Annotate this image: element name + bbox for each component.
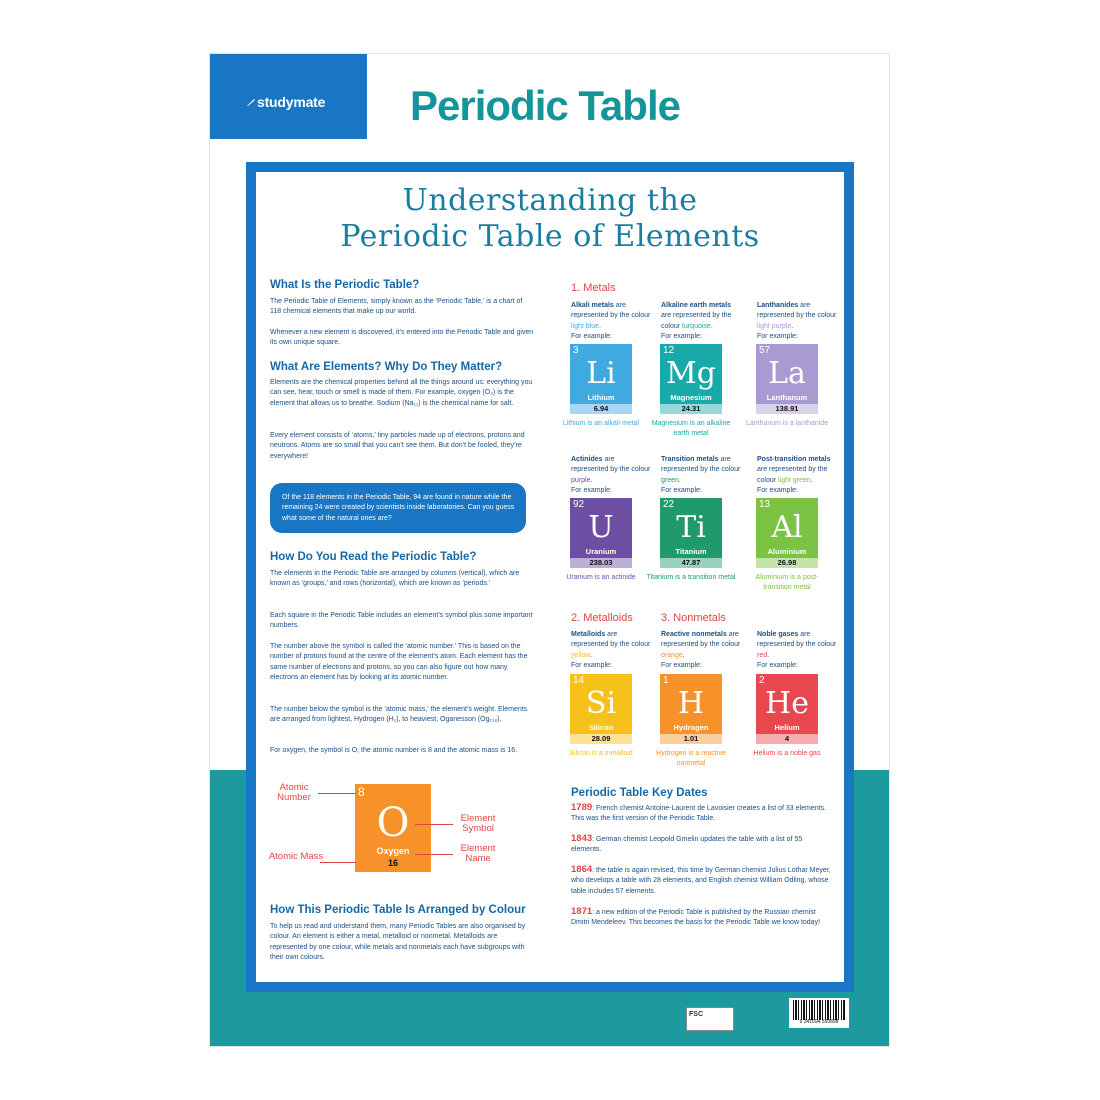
atomic-mass: 47.87 [660, 558, 722, 568]
element-name: Hydrogen [673, 723, 709, 732]
element-symbol: U [588, 510, 614, 545]
label-element-symbol: Element Symbol [460, 813, 496, 834]
atomic-mass: 238.03 [570, 558, 632, 568]
element-tile-ti [660, 498, 722, 568]
atomic-mass: 16 [387, 858, 398, 868]
atomic-mass: 4 [756, 734, 818, 744]
element-tile-si [570, 674, 632, 744]
paragraph: For oxygen, the symbol is O, the atomic number is 8 and the atomic mass is 16. [270, 747, 518, 754]
atomic-number: 22 [663, 499, 675, 510]
group-description: Post-transition metals are represented by the colour light green. For example: [757, 456, 831, 495]
section-title-colour: How This Periodic Table Is Arranged by Colour [270, 904, 526, 916]
arrow [320, 862, 356, 863]
group-description: Noble gases are represented by the colour red. For example: [757, 631, 837, 670]
atomic-number: 57 [759, 345, 771, 356]
group-description: Reactive nonmetals are represented by the colour orange. For example: [661, 631, 741, 670]
group-description: Actinides are represented by the colour purple. For example: [571, 456, 651, 495]
key-date-item [571, 803, 833, 825]
callout-text: Of the 118 elements in the Periodic Table, 94 are found in nature while the remaining 24 were created by scientists inside laboratories. Can you guess what some of the natural ones are? [282, 494, 515, 522]
element-symbol: La [768, 356, 806, 391]
key-date-text: : the table is again revised, this time by German chemist Julius Lothar Meyer, who develops a table with 28 elements, and English chemist William Odling, whose table includes 57 elements. [571, 867, 831, 895]
element-tile-la [756, 344, 818, 414]
paragraph: Each square in the Periodic Table includes an element’s symbol plus some important numbers. [270, 612, 533, 630]
key-date-year: 1843 [571, 833, 593, 844]
fact-callout [270, 483, 526, 533]
key-date-item [571, 865, 833, 897]
key-date-year: 1871 [571, 906, 593, 917]
element-tile-mg [660, 344, 722, 414]
key-date-text: : French chemist Antoine-Laurent de Lavoisier creates a list of 33 elements. This was the first version of the Periodic Table. [571, 805, 826, 823]
atomic-number: 13 [759, 499, 771, 510]
key-date-item [571, 907, 833, 929]
arrow [415, 854, 453, 855]
heading-line-1: Understanding the [402, 183, 698, 218]
atomic-mass: 28.09 [570, 734, 632, 744]
atomic-number: 14 [573, 675, 585, 686]
group-description: Alkaline earth metals are represented by the colour turquoise. For example: [661, 302, 732, 341]
element-name: Oxygen [376, 846, 410, 856]
atomic-mass: 24.31 [660, 404, 722, 414]
element-name: Lanthanum [766, 393, 808, 402]
element-name: Silicon [588, 723, 614, 732]
arrow [415, 824, 453, 825]
group-note: Magnesium is an alkaline earth metal [651, 420, 731, 438]
paragraph: The number above the symbol is called the ‘atomic number.’ This is based on the number of protons found at the centre of the element’s atom. Each element has the same number of electrons and protons, so you can also figure out how many electrons an element has by looking at its atomic number. [270, 643, 528, 682]
atomic-mass: 6.94 [570, 404, 632, 414]
brand-name: studymate [257, 94, 326, 110]
arrow [318, 793, 356, 794]
group-note: Lanthanum is a lanthanide [745, 420, 829, 427]
element-tile-u [570, 498, 632, 568]
atomic-number: 2 [759, 675, 765, 686]
section-metals: 1. Metals [571, 282, 616, 294]
atomic-number: 1 [663, 675, 669, 686]
element-tile-al [756, 498, 818, 568]
key-date-year: 1864 [571, 864, 593, 875]
element-symbol: Li [586, 356, 616, 391]
element-symbol: H [677, 686, 705, 721]
element-symbol: He [765, 686, 809, 721]
paragraph: Elements are the chemical properties behind all the things around us: everything you can see, hear, touch or smell is made of them. For example, oxygen (O₂) is the element that allows us to breathe. Sodium (Na₁₁) is the chemical name for salt. [270, 379, 533, 407]
paragraph: To help us read and understand them, many Periodic Tables are also organised by colour. An element is either a metal, metalloid or nonmetal. Metalloids are represented by one colour, while metals and nonmetals each have subgroups with their own colours. [270, 923, 526, 962]
heading-line-2: Periodic Table of Elements [340, 219, 760, 254]
paragraph: The Periodic Table of Elements, simply known as the ‘Periodic Table,’ is a chart of 118 chemical elements that make up our world. [270, 298, 523, 316]
group-note: Silicon is a metalloid [569, 750, 633, 757]
oxygen-tile [355, 784, 431, 872]
element-name: Helium [774, 723, 800, 732]
group-note: Hydrogen is a reactive nonmetal [656, 750, 726, 768]
pen-icon [246, 97, 256, 107]
paragraph: Every element consists of ‘atoms,’ tiny particles made up of electrons, protons and neutrons. Atoms are so small that you can’t see them. But don’t be fooled, they’re everywhere! [270, 432, 525, 460]
element-name: Magnesium [670, 393, 712, 402]
key-date-year: 1789 [571, 802, 593, 813]
group-description: Alkali metals are represented by the colour light blue. For example: [571, 302, 651, 341]
paragraph: Whenever a new element is discovered, it’s entered into the Periodic Table and given its own unique square. [270, 329, 534, 347]
barcode-digits: 9 341694 550898 [799, 1019, 839, 1025]
label-atomic-number: Atomic Number [277, 782, 311, 803]
key-date-text: : German chemist Leopold Gmelin updates the table with a list of 55 elements. [571, 836, 803, 854]
element-tile-he [756, 674, 818, 744]
group-note: Helium is a noble gas [753, 750, 821, 757]
atomic-number: 3 [573, 345, 579, 356]
label-atomic-mass: Atomic Mass [268, 851, 324, 862]
atomic-mass: 138.91 [756, 404, 818, 414]
key-dates-title: Periodic Table Key Dates [571, 787, 708, 799]
element-name: Aluminium [767, 547, 807, 556]
key-date-text: : a new edition of the Periodic Table is published by the Russian chemist Dmitri Mendeleev. This becomes the basis for the Periodic Table we know today! [571, 909, 821, 927]
brand-logo [246, 94, 325, 110]
group-note: Aluminium is a post-transition metal [755, 574, 819, 592]
element-symbol: Mg [666, 356, 716, 391]
group-description: Transition metals are represented by the colour green. For example: [661, 456, 741, 495]
key-date-item [571, 834, 833, 856]
group-description: Lanthanides are represented by the colour light purple. For example: [757, 302, 837, 341]
element-symbol: O [376, 800, 410, 846]
element-symbol: Ti [676, 510, 706, 545]
atomic-number: 12 [663, 345, 675, 356]
section-title-what-is: What Is the Periodic Table? [270, 279, 420, 291]
label-element-name: Element Name [460, 843, 496, 864]
element-tile-li [570, 344, 632, 414]
element-tile-h [660, 674, 722, 744]
group-description: Metalloids are represented by the colour yellow. For example: [571, 631, 651, 670]
element-name: Uranium [585, 547, 617, 556]
element-symbol: Si [585, 686, 617, 721]
atomic-mass: 1.01 [660, 734, 722, 744]
section-nonmetals: 3. Nonmetals [661, 612, 726, 624]
atomic-mass: 26.98 [756, 558, 818, 568]
section-title-elements: What Are Elements? Why Do They Matter? [270, 361, 503, 373]
brand-tab [210, 54, 367, 139]
barcode-bars [793, 1000, 845, 1020]
fsc-logo: FSC [686, 1007, 734, 1031]
section-metalloids: 2. Metalloids [571, 612, 633, 624]
group-note: Titanium is a transition metal [646, 574, 736, 581]
paragraph: The number below the symbol is the ‘atomic mass,’ the element’s weight. Elements are arranged from lightest, Hydrogen (H₁), to heaviest, Oganesson (Og₁₁₈). [270, 706, 528, 724]
element-symbol: Al [771, 510, 803, 545]
atomic-number: 92 [573, 499, 585, 510]
element-name: Titanium [675, 547, 707, 556]
group-note: Lithium is an alkali metal [562, 420, 640, 427]
barcode [789, 998, 849, 1028]
atomic-number: 8 [358, 785, 365, 799]
paragraph: The elements in the Periodic Table are arranged by columns (vertical), which are known as ‘groups,’ and rows (horizontal), which are known as ‘periods.’ [270, 570, 520, 588]
page-title: Periodic Table [410, 82, 680, 129]
element-name: Lithium [587, 393, 615, 402]
section-title-how-read: How Do You Read the Periodic Table? [270, 551, 477, 563]
group-note: Uranium is an actinide [566, 574, 636, 581]
